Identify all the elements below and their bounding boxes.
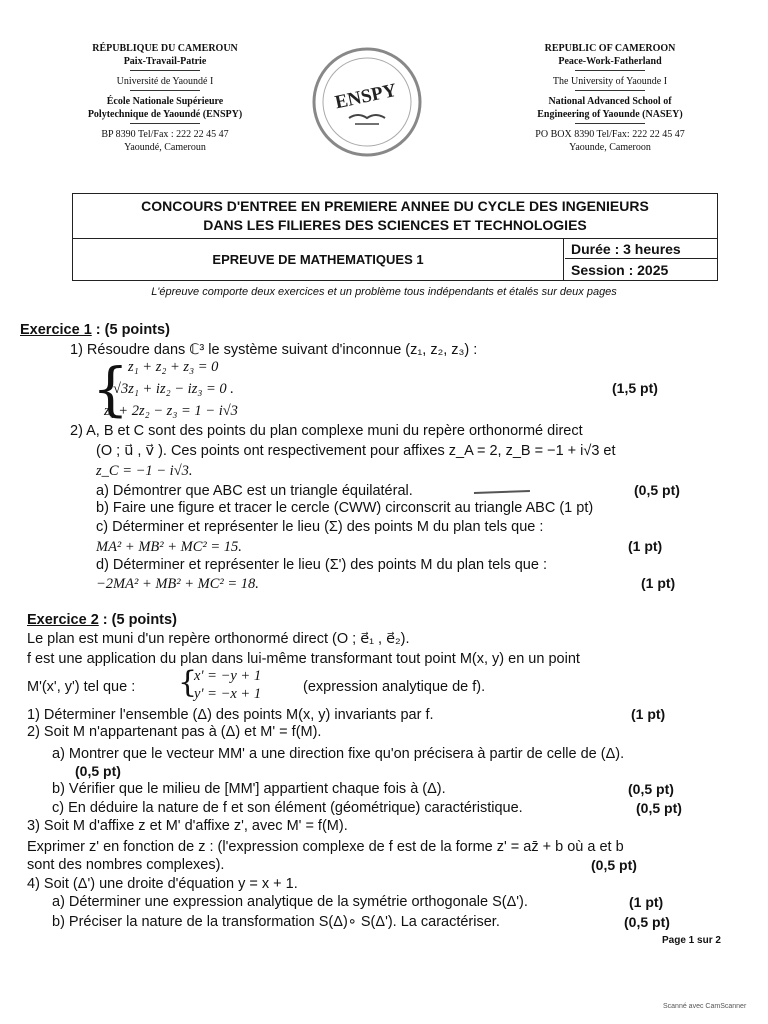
duration-label: Durée : 3 heures bbox=[565, 239, 717, 259]
ex1-system-eq2: √3z₁ + iz₂ − iz₃ = 0 . bbox=[113, 381, 234, 397]
ex1-question-2-line1: 2) A, B et C sont des points du plan complexe muni du repère orthonormé direct bbox=[70, 423, 583, 439]
exercise-1-title: Exercice 1 bbox=[20, 322, 92, 338]
exam-title-line1: CONCOURS D'ENTREE EN PREMIERE ANNEE DU CYCLE DES INGENIEURS bbox=[141, 198, 649, 214]
logo-text: ENSPY bbox=[333, 79, 399, 114]
ex2-statement-3: M'(x', y') tel que : bbox=[27, 679, 136, 695]
ex1-question-2-line3: z_C = −1 − i√3. bbox=[96, 463, 193, 479]
divider bbox=[575, 123, 645, 124]
exam-title-box bbox=[72, 193, 718, 281]
session-label: Session : 2025 bbox=[571, 262, 669, 278]
exercise-2-points: : (5 points) bbox=[98, 612, 177, 628]
ex2-q1-points: (1 pt) bbox=[631, 706, 666, 722]
country-en: REPUBLIC OF CAMEROON bbox=[544, 43, 676, 54]
country-fr: RÉPUBLIQUE DU CAMEROUN bbox=[92, 43, 238, 54]
exercise-1-points: : (5 points) bbox=[91, 322, 170, 338]
header-left bbox=[60, 42, 270, 154]
ex1-q2a-points: (0,5 pt) bbox=[634, 482, 680, 498]
divider bbox=[130, 123, 200, 124]
divider bbox=[130, 70, 200, 71]
ex1-question-2a: a) Démontrer que ABC est un triangle équilatéral. bbox=[96, 483, 413, 499]
exercise-2-heading bbox=[27, 611, 177, 629]
divider bbox=[575, 90, 645, 91]
exam-title-line2: DANS LES FILIERES DES SCIENCES ET TECHNOLOGIES bbox=[203, 217, 587, 233]
ex2-q3-points: (0,5 pt) bbox=[591, 857, 637, 873]
epreuve-label: EPREUVE DE MATHEMATIQUES 1 bbox=[73, 239, 564, 280]
school-en-2: Engineering of Yaounde (NASEY) bbox=[537, 109, 683, 120]
ex1-question-2d: d) Déterminer et représenter le lieu (Σ') des points M du plan tels que : bbox=[96, 557, 547, 573]
ex2-question-4: 4) Soit (Δ') une droite d'équation y = x + 1. bbox=[27, 876, 298, 892]
ex1-system-eq3: z₁ + 2z₂ − z₃ = 1 − i√3 bbox=[104, 403, 238, 419]
header-right bbox=[490, 42, 730, 154]
ex2-question-4a: a) Déterminer une expression analytique de la symétrie orthogonale S(Δ'). bbox=[52, 894, 528, 910]
school-fr-2: Polytechnique de Yaoundé (ENSPY) bbox=[87, 109, 243, 120]
ex2-q2a-points: (0,5 pt) bbox=[75, 763, 121, 779]
ex2-question-2: 2) Soit M n'appartenant pas à (Δ) et M' = f(M). bbox=[27, 724, 322, 740]
ex1-system-eq1: z₁ + z₂ + z₃ = 0 bbox=[128, 359, 219, 375]
contact-fr-1: BP 8390 Tel/Fax : 222 22 45 47 bbox=[101, 129, 229, 140]
motto-en: Peace-Work-Fatherland bbox=[558, 56, 662, 67]
ex2-question-4b: b) Préciser la nature de la transformation S(Δ)∘ S(Δ'). La caractériser. bbox=[52, 914, 500, 930]
ex1-question-2c-equation: MA² + MB² + MC² = 15. bbox=[96, 539, 242, 555]
ex1-q1-points: (1,5 pt) bbox=[612, 380, 658, 396]
system-brace: { bbox=[178, 665, 198, 700]
ex2-q2b-points: (0,5 pt) bbox=[628, 781, 674, 797]
ex2-question-2b: b) Vérifier que le milieu de [MM'] appartient chaque fois à (Δ). bbox=[52, 781, 446, 797]
ex1-q2c-points: (1 pt) bbox=[628, 538, 663, 554]
ex1-question-2c: c) Déterminer et représenter le lieu (Σ) des points M du plan tels que : bbox=[96, 519, 544, 535]
exam-intro: L'épreuve comporte deux exercices et un problème tous indépendants et étalés sur deux pages bbox=[151, 286, 617, 298]
ex2-question-2a: a) Montrer que le vecteur MM' a une direction fixe qu'on précisera à partir de celle de (Δ). bbox=[52, 746, 625, 762]
ex2-q4b-points: (0,5 pt) bbox=[624, 914, 670, 930]
contact-fr-2: Yaoundé, Cameroun bbox=[124, 142, 206, 153]
ex2-q2c-points: (0,5 pt) bbox=[636, 800, 682, 816]
ex2-question-3: 3) Soit M d'affixe z et M' d'affixe z', avec M' = f(M). bbox=[27, 818, 348, 834]
contact-en-1: PO BOX 8390 Tel/Fax: 222 22 45 47 bbox=[535, 129, 685, 140]
divider bbox=[130, 90, 200, 91]
ex2-system-eq2: y' = −x + 1 bbox=[194, 686, 262, 702]
ex2-statement-2: f est une application du plan dans lui-même transformant tout point M(x, y) en un point bbox=[27, 651, 580, 667]
ex2-question-2c: c) En déduire la nature de f et son élément (géométrique) caractéristique. bbox=[52, 800, 523, 816]
ex1-question-1: 1) Résoudre dans ℂ³ le système suivant d'inconnue (z₁, z₂, z₃) : bbox=[70, 342, 478, 358]
contact-en-2: Yaounde, Cameroon bbox=[569, 142, 651, 153]
ex2-question-3-line1: Exprimer z' en fonction de z : (l'expression complexe de f est de la forme z' = az̄ + b où a et b bbox=[27, 839, 624, 855]
ex2-statement-3b: (expression analytique de f). bbox=[303, 679, 486, 695]
ex1-question-2b: b) Faire une figure et tracer le cercle (CWW) circonscrit au triangle ABC (1 pt) bbox=[96, 500, 594, 516]
system-brace: { bbox=[92, 355, 129, 423]
school-en-1: National Advanced School of bbox=[548, 96, 672, 107]
exercise-1-heading bbox=[20, 321, 170, 339]
scanner-watermark: Scanné avec CamScanner bbox=[663, 1003, 747, 1010]
ex2-question-1: 1) Déterminer l'ensemble (Δ) des points M(x, y) invariants par f. bbox=[27, 707, 434, 723]
ex1-question-2-line2: (O ; u⃗ , v⃗ ). Ces points ont respectivement pour affixes z_A = 2, z_B = −1 + i√3 et bbox=[96, 443, 616, 459]
enspy-logo-icon bbox=[311, 46, 423, 158]
ex2-question-3-line2: sont des nombres complexes). bbox=[27, 857, 225, 873]
ex1-q2d-points: (1 pt) bbox=[641, 575, 676, 591]
school-fr-1: École Nationale Supérieure bbox=[106, 96, 224, 107]
university-en: The University of Yaounde I bbox=[552, 76, 668, 87]
exam-title bbox=[73, 194, 717, 239]
ex2-q4a-points: (1 pt) bbox=[629, 894, 664, 910]
pen-mark bbox=[474, 490, 530, 497]
motto-fr: Paix-Travail-Patrie bbox=[123, 56, 207, 67]
ex2-statement-1: Le plan est muni d'un repère orthonormé direct (O ; e⃗₁ , e⃗₂). bbox=[27, 631, 410, 647]
page-number: Page 1 sur 2 bbox=[662, 935, 721, 946]
university-fr: Université de Yaoundé I bbox=[116, 76, 214, 87]
ex2-system-eq1: x' = −y + 1 bbox=[194, 668, 262, 684]
exercise-2-title: Exercice 2 bbox=[27, 612, 99, 628]
ex1-question-2d-equation: −2MA² + MB² + MC² = 18. bbox=[96, 576, 259, 592]
divider bbox=[575, 70, 645, 71]
